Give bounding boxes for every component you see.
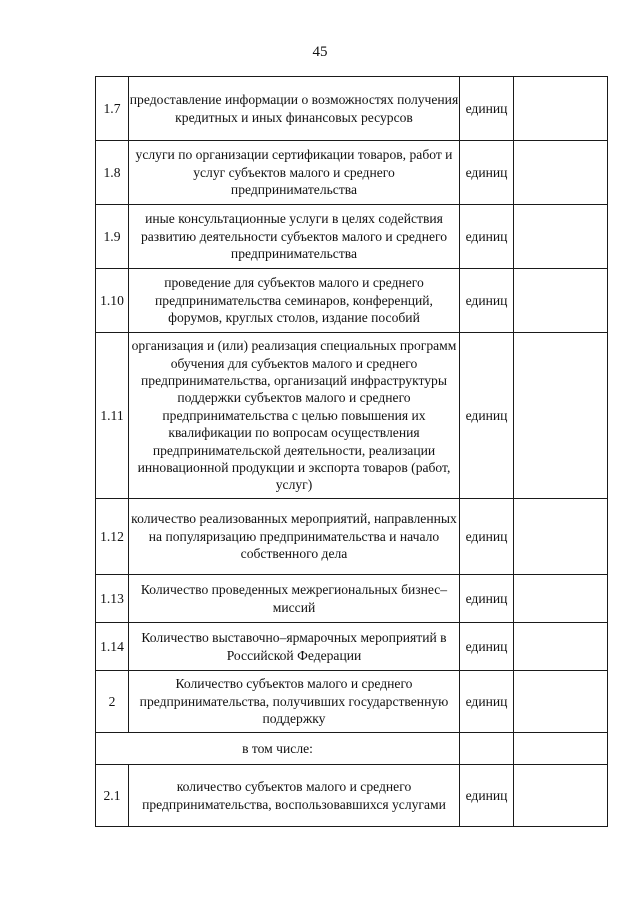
row-value (514, 205, 608, 269)
row-unit: единиц (460, 623, 514, 671)
row-description: количество реализованных мероприятий, направленных на популяризацию предпринимательства и начало собственного дела (129, 499, 460, 575)
row-value (514, 765, 608, 827)
row-value (514, 499, 608, 575)
row-unit: единиц (460, 671, 514, 733)
row-description: количество субъектов малого и среднего предпринимательства, воспользовавшихся услугами (129, 765, 460, 827)
table-row (96, 77, 608, 141)
row-description: организация и (или) реализация специальных программ обучения для субъектов малого и среднего предпринимательства, организаций инфраструктуры поддержки субъектов малого и среднего предпринимательства с целью повышения их квалификации по вопросам осуществления предпринимательской деятельности, реализации инновационной продукции и экспорта товаров (работ, услуг) (129, 333, 460, 499)
row-number: 1.14 (96, 623, 129, 671)
row-number: 1.11 (96, 333, 129, 499)
row-number: 1.13 (96, 575, 129, 623)
row-value (514, 333, 608, 499)
table-row (96, 205, 608, 269)
row-description: услуги по организации сертификации товаров, работ и услуг субъектов малого и среднего предпринимательства (129, 141, 460, 205)
row-number: 1.8 (96, 141, 129, 205)
table-row (96, 269, 608, 333)
row-unit: единиц (460, 333, 514, 499)
row-value (514, 671, 608, 733)
row-value (514, 77, 608, 141)
row-description: проведение для субъектов малого и среднего предпринимательства семинаров, конференций, форумов, круглых столов, издание пособий (129, 269, 460, 333)
table-row (96, 333, 608, 499)
row-unit: единиц (460, 205, 514, 269)
table-row (96, 671, 608, 733)
row-unit: единиц (460, 77, 514, 141)
row-description: иные консультационные услуги в целях содействия развитию деятельности субъектов малого и среднего предпринимательства (129, 205, 460, 269)
row-number: 1.10 (96, 269, 129, 333)
indicators-table (95, 76, 608, 827)
row-description: Количество выставочно–ярмарочных мероприятий в Российской Федерации (129, 623, 460, 671)
table-row (96, 499, 608, 575)
row-number: 2.1 (96, 765, 129, 827)
table-row (96, 141, 608, 205)
row-unit: единиц (460, 765, 514, 827)
row-unit: единиц (460, 575, 514, 623)
row-number: 1.12 (96, 499, 129, 575)
table-row (96, 765, 608, 827)
row-value (514, 141, 608, 205)
row-unit: единиц (460, 141, 514, 205)
row-unit: единиц (460, 499, 514, 575)
table-row (96, 575, 608, 623)
row-unit (460, 733, 514, 765)
row-unit: единиц (460, 269, 514, 333)
row-value (514, 575, 608, 623)
row-number: 2 (96, 671, 129, 733)
row-description: Количество проведенных межрегиональных бизнес–миссий (129, 575, 460, 623)
row-value (514, 733, 608, 765)
row-value (514, 623, 608, 671)
row-description: Количество субъектов малого и среднего предпринимательства, получивших государственную поддержку (129, 671, 460, 733)
row-description: предоставление информации о возможностях получения кредитных и иных финансовых ресурсов (129, 77, 460, 141)
table-body (96, 77, 608, 827)
section-label: в том числе: (96, 733, 460, 765)
row-number: 1.9 (96, 205, 129, 269)
table-row (96, 623, 608, 671)
row-value (514, 269, 608, 333)
table-section-row (96, 733, 608, 765)
page-number: 45 (312, 44, 328, 60)
row-number: 1.7 (96, 77, 129, 141)
